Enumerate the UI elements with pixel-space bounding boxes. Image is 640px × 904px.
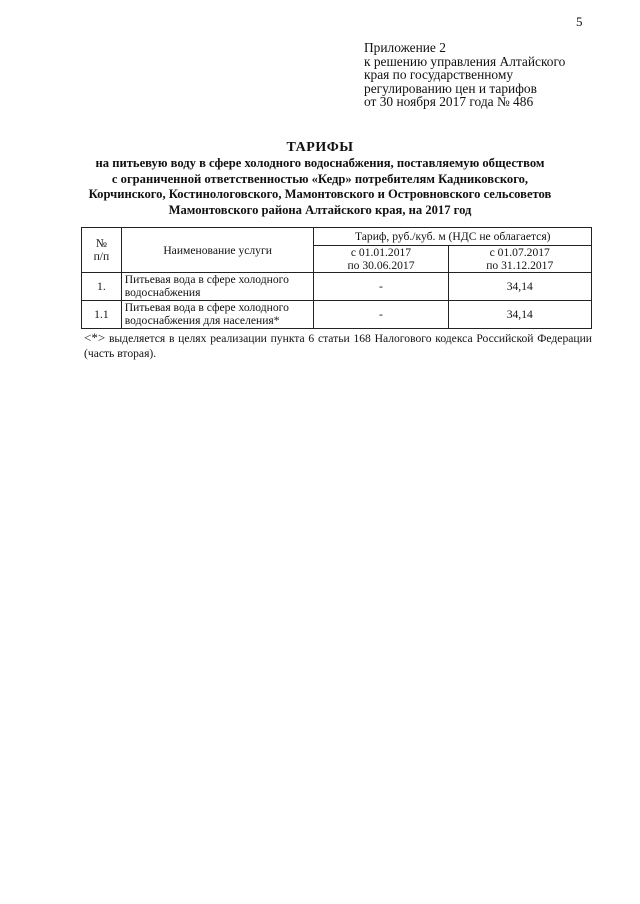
row-service-name-line: Питьевая вода в сфере холодного [124, 273, 289, 286]
table-header-row [82, 228, 592, 246]
appendix-line: Приложение 2 [364, 40, 446, 55]
header-service: Наименование услуги [121, 228, 314, 273]
appendix-line: регулированию цен и тарифов [364, 80, 537, 96]
period-2-from: с 01.07.2017 [489, 246, 550, 259]
row-number: 1. [82, 273, 122, 301]
row-service-name-line: водоснабжения для населения* [124, 313, 280, 327]
footnote-text: выделяется в целях реализации пункта 6 статьи 168 Налогового кодекса Российской Федерации (часть вторая). [84, 332, 593, 360]
header-number [82, 228, 122, 273]
row-service-name [121, 301, 314, 329]
document-title: ТАРИФЫ [286, 140, 354, 155]
header-period-1 [314, 246, 448, 273]
row-service-name-line: водоснабжения [124, 285, 201, 299]
header-number-symbol: № [95, 237, 107, 250]
header-number-abbr: п/п [93, 250, 110, 263]
appendix-line: к решению управления Алтайского [364, 53, 566, 69]
period-1-to: по 30.06.2017 [347, 259, 415, 272]
table-row [82, 273, 592, 301]
tariff-table [81, 227, 592, 329]
footnote-mark: <*> [84, 330, 106, 345]
row-value-period-2: 34,14 [448, 301, 592, 329]
row-value-period-1: - [314, 301, 448, 329]
subtitle-line: Корчинского, Костинологовского, Мамонтовского и Островновского сельсоветов [88, 187, 552, 201]
period-2-to: по 31.12.2017 [486, 259, 554, 272]
row-number: 1.1 [82, 301, 122, 329]
header-tariff: Тариф, руб./куб. м (НДС не облагается) [314, 228, 592, 246]
row-value-period-2: 34,14 [448, 273, 592, 301]
row-service-name-line: Питьевая вода в сфере холодного [124, 301, 289, 314]
document-subtitle [60, 156, 580, 218]
table-row [82, 301, 592, 329]
header-period-2 [448, 246, 592, 273]
footnote [84, 330, 592, 361]
appendix-line: края по государственному [364, 67, 514, 83]
appendix-reference [364, 41, 565, 109]
appendix-line: от 30 ноября 2017 года № 486 [364, 94, 534, 110]
row-value-period-1: - [314, 273, 448, 301]
period-1-from: с 01.01.2017 [350, 246, 412, 259]
row-service-name [121, 273, 314, 301]
page-number: 5 [576, 14, 583, 29]
title-block [60, 140, 580, 218]
subtitle-line: Мамонтовского района Алтайского края, на 2017 год [168, 202, 472, 217]
subtitle-line: на питьевую воду в сфере холодного водоснабжения, поставляемую обществом [95, 156, 545, 170]
subtitle-line: с ограниченной ответственностью «Кедр» потребителям Кадниковского, [111, 171, 529, 186]
